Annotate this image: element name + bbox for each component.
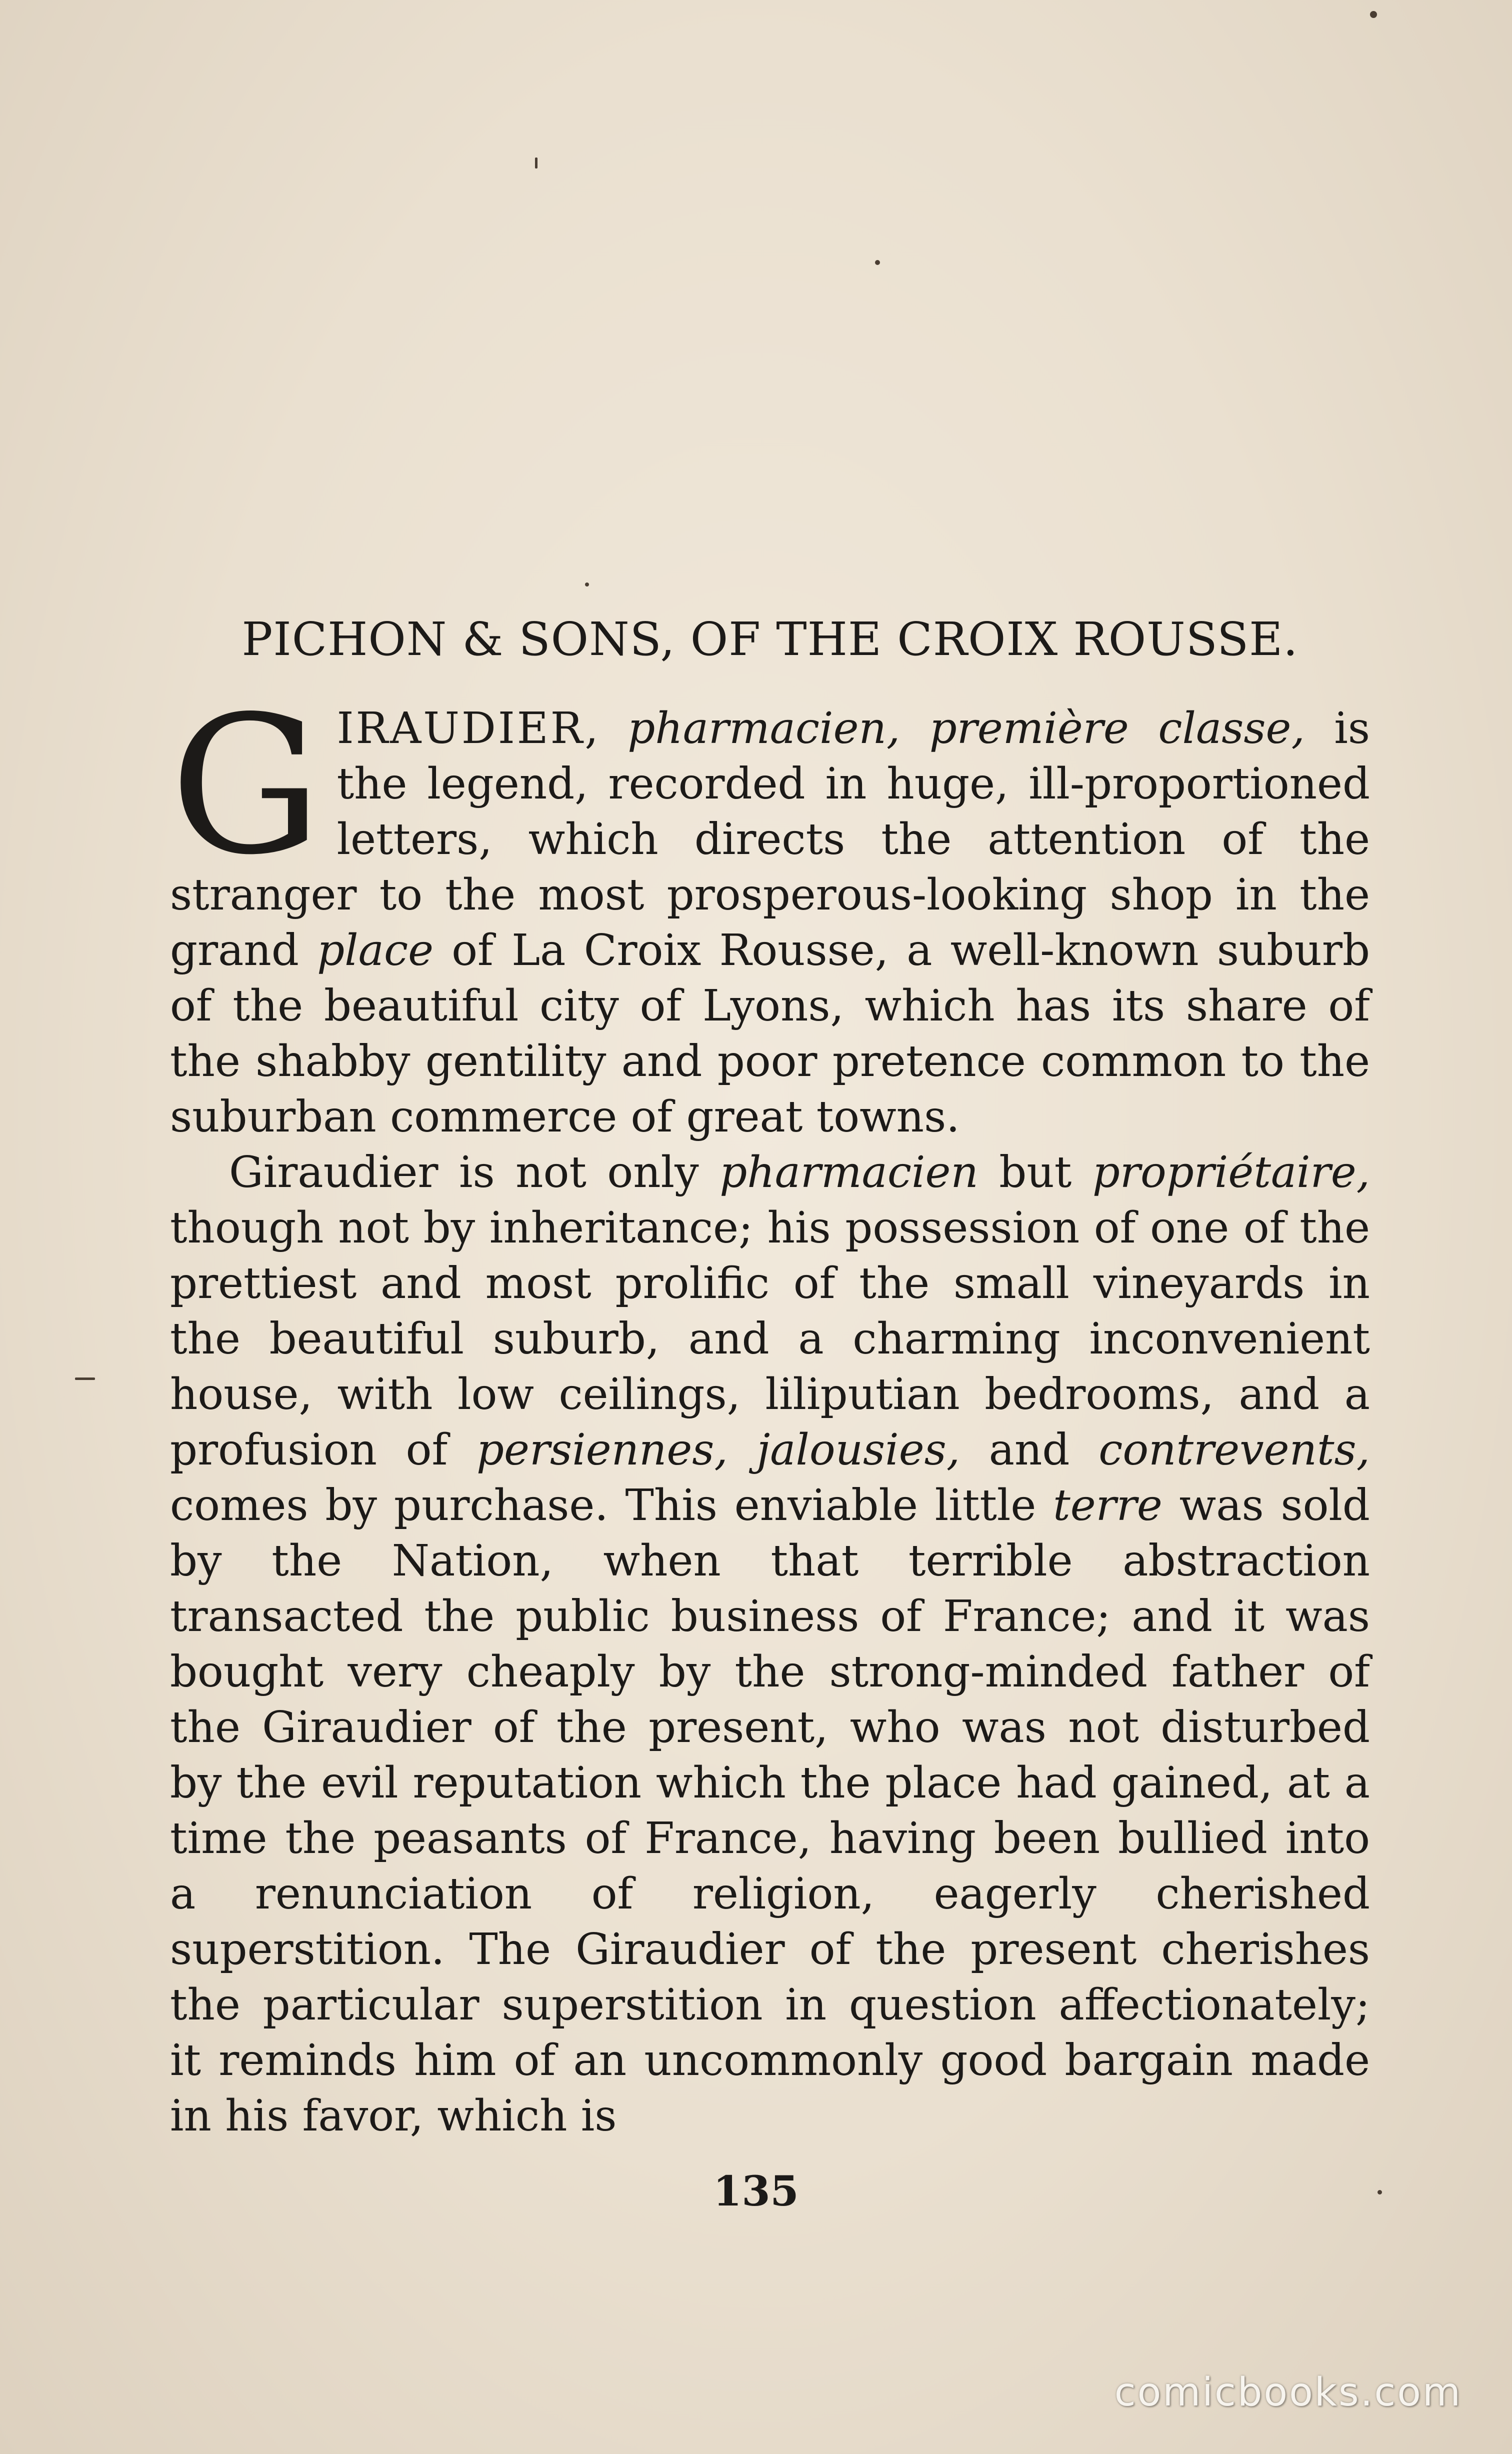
italic-run: contrevents, <box>1098 1425 1370 1475</box>
paper-speck <box>75 1378 95 1380</box>
text-run: Giraudier is not only <box>229 1148 720 1198</box>
body-text <box>170 675 1370 2144</box>
paper-speck <box>875 260 880 265</box>
page-number: 135 <box>713 2168 799 2216</box>
text-run: is the legend, recorded in huge, ill-proportioned letters, which directs the attention of the stranger to the most prosperous-looking shop in the grand <box>170 704 1370 976</box>
text-run: , <box>584 704 628 754</box>
italic-run: place <box>317 926 434 976</box>
paragraph-2 <box>170 1145 1370 2144</box>
text-run: of La Croix Rousse, a well-known suburb of the beautiful city of Lyons, which has its share of the shabby gentility and poor pretence common to the suburban commerce of great towns. <box>170 926 1370 1142</box>
text-run: though not by inheritance; his possession of one of the prettiest and most prolific of the small vineyards in the beautiful suburb, and a charming inconvenient house, with low ceilings, liliputian bedrooms, and a profusion of <box>170 1203 1370 1475</box>
paper-speck <box>1370 11 1377 18</box>
text-run: comes by purchase. This enviable little <box>170 1480 1054 1530</box>
small-caps-name: IRAUDIER <box>336 704 585 754</box>
watermark: comicbooks.com <box>1114 2370 1462 2415</box>
paragraph-1 <box>170 675 1370 1145</box>
paper-speck <box>585 582 589 586</box>
italic-run: terre <box>1053 1480 1162 1530</box>
italic-run: pharmacien, première classe, <box>628 704 1305 754</box>
italic-run: propriétaire, <box>1092 1148 1370 1198</box>
text-run: but <box>978 1148 1092 1198</box>
text-run: and <box>960 1425 1099 1475</box>
italic-run: pharmacien <box>720 1148 978 1198</box>
chapter-title: PICHON & SONS, OF THE CROIX ROUSSE. <box>242 612 1298 666</box>
drop-cap: G <box>170 675 322 896</box>
italic-run: persiennes, jalousies, <box>476 1425 960 1475</box>
paper-speck <box>535 158 538 168</box>
text-run: was sold by the Nation, when that terrible abstraction transacted the public business of France; and it was bought very cheaply by the strong-minded father of the Giraudier of the present, who was not disturbed by the evil reputation which the place had gained, at a time the peasants of France, having been bullied into a renunciation of religion, eagerly cherished superstition. The Giraudier of the present cherishes the particular superstition in question affectionately; it reminds him of an uncommonly good bargain made in his favor, which is <box>170 1480 1370 2141</box>
page-content <box>170 612 1370 2144</box>
